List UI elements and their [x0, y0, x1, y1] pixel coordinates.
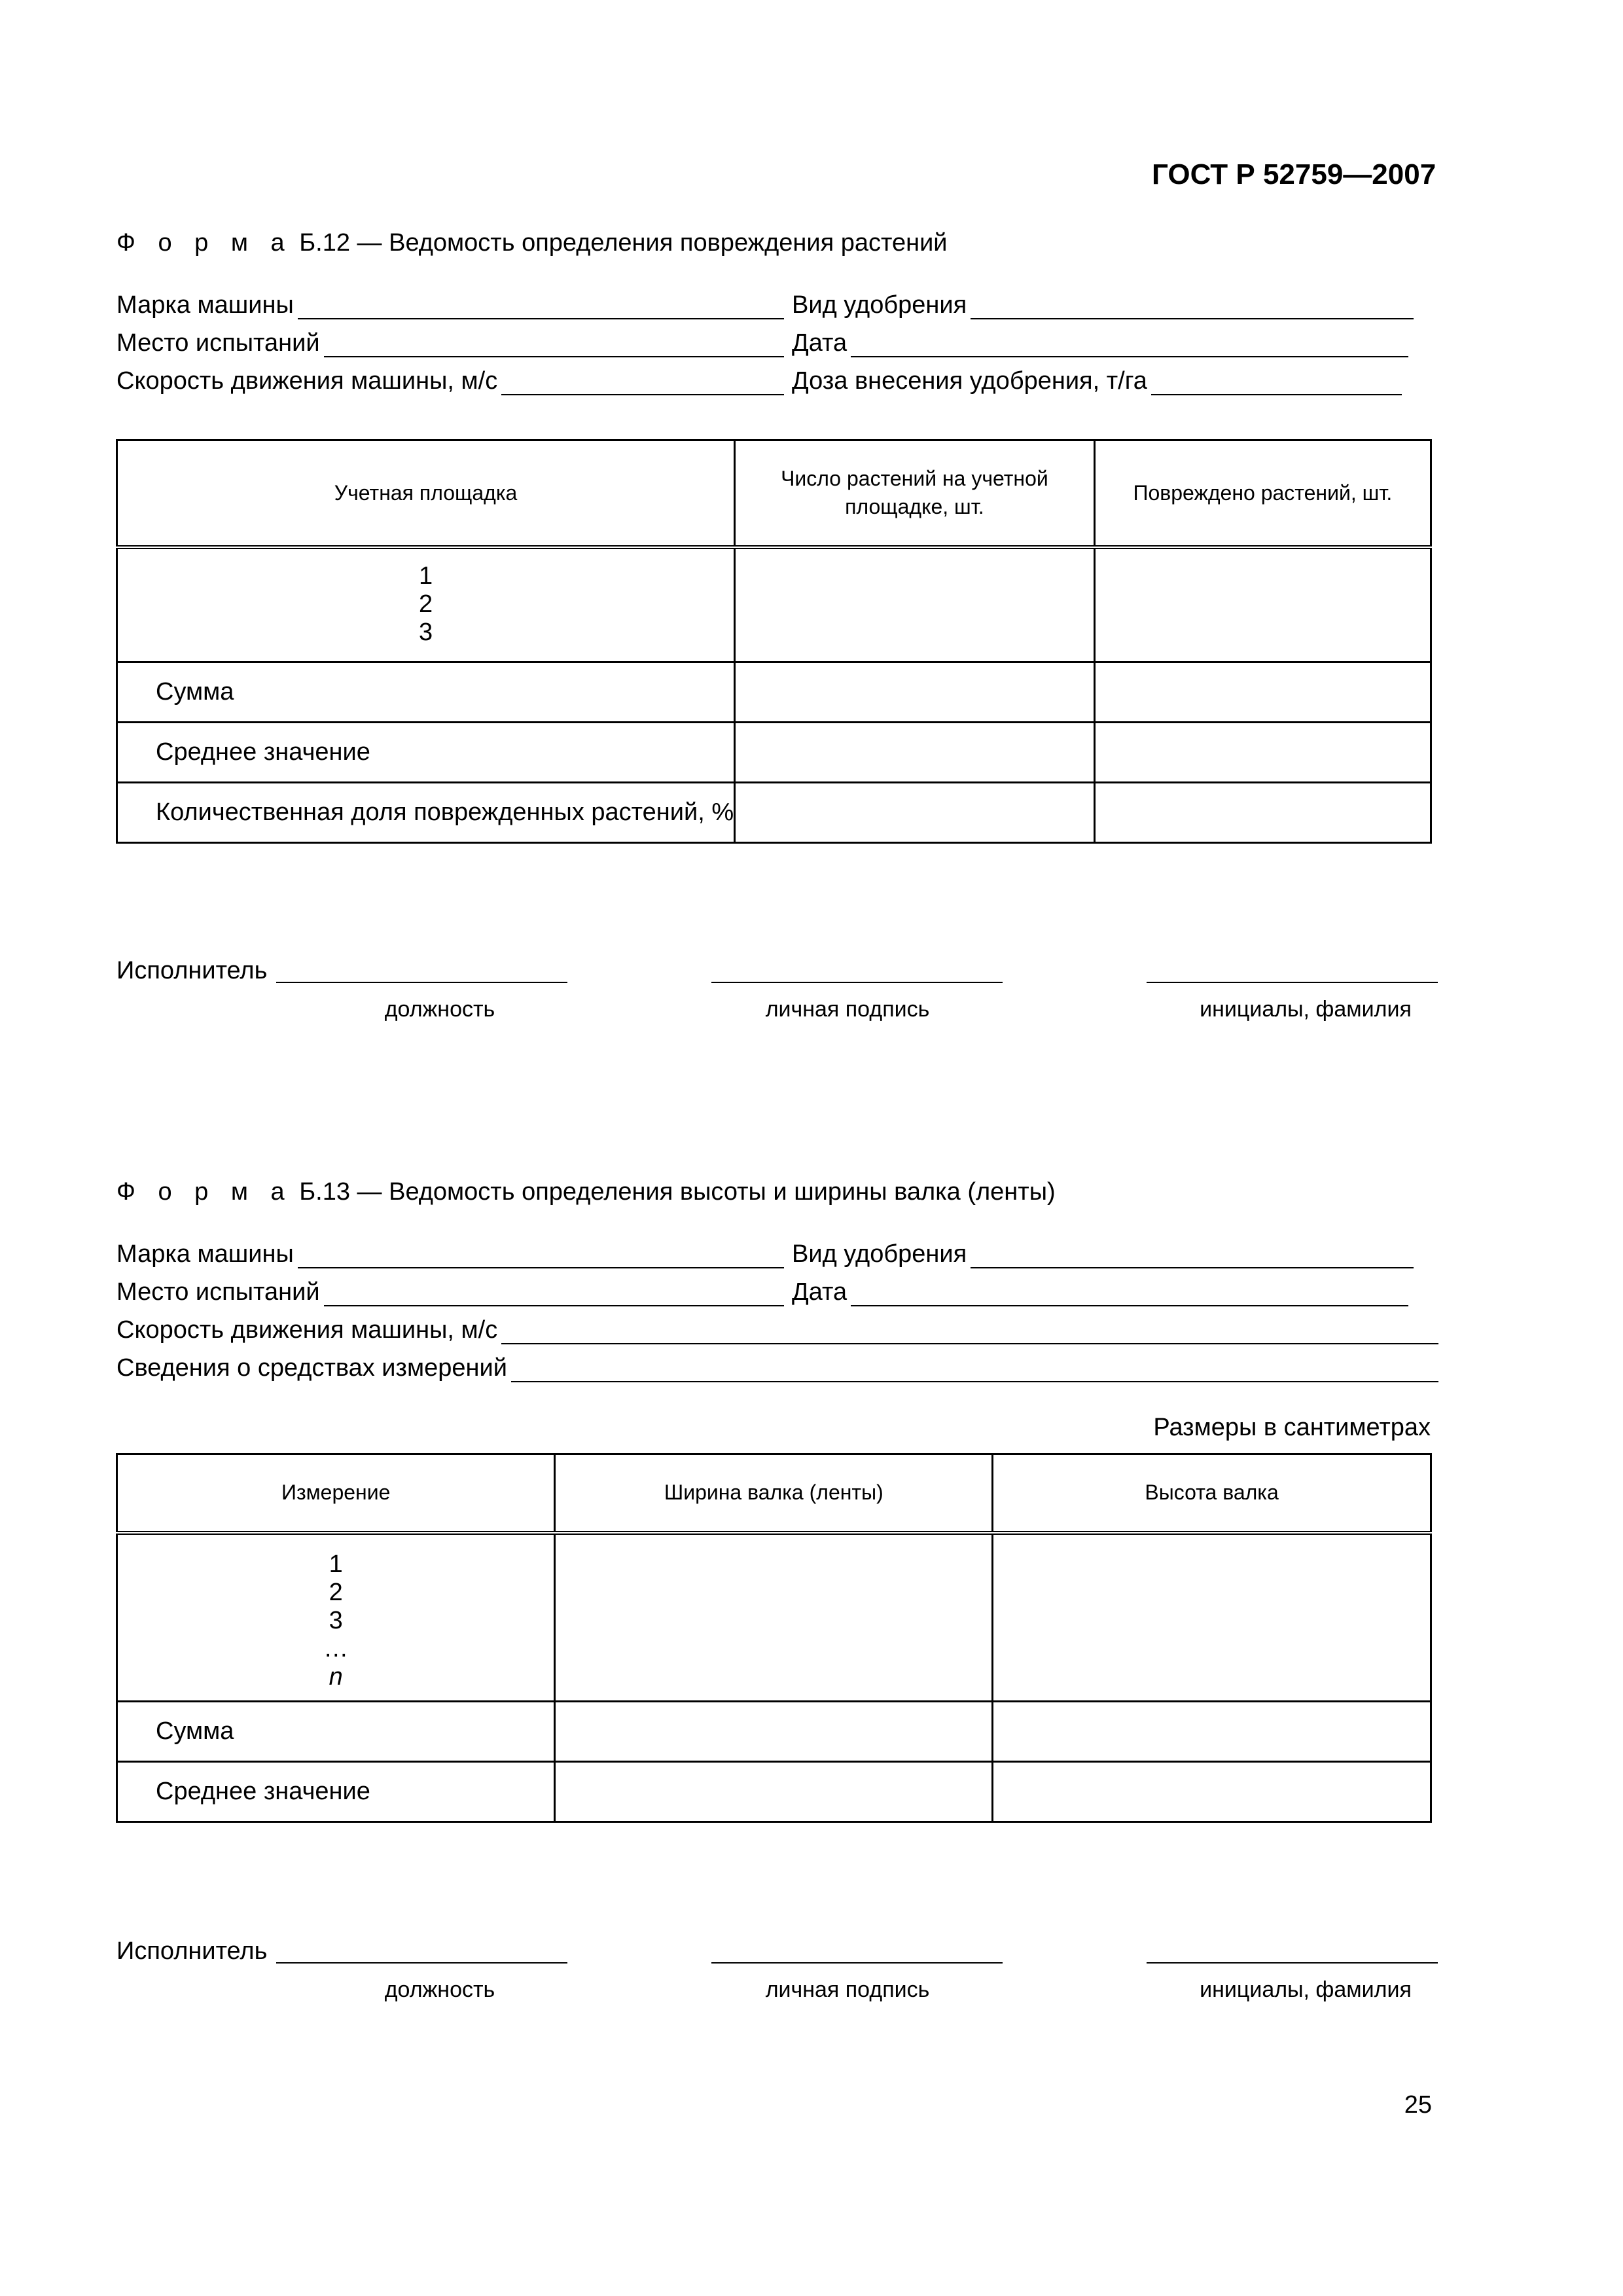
input-cell[interactable]: [993, 1762, 1431, 1822]
caption-name: инициалы, фамилия: [1200, 997, 1412, 1022]
row-label-sum: Сумма: [117, 1702, 555, 1762]
name-line[interactable]: [1147, 982, 1438, 983]
header-measurement: Измерение: [117, 1454, 555, 1533]
form-b12-title: [116, 229, 948, 257]
table-row: [117, 662, 1431, 723]
header-damaged: Повреждено растений, шт.: [1094, 440, 1431, 547]
row-label-sum: Сумма: [117, 662, 735, 723]
fertilizer-type-field[interactable]: Вид удобрения: [792, 1240, 1414, 1268]
machine-brand-field[interactable]: Марка машины: [116, 291, 784, 319]
header-plant-count: Число растений на учетной площадке, шт.: [735, 440, 1095, 547]
name-line[interactable]: [1147, 1962, 1438, 1964]
position-line[interactable]: [276, 982, 567, 983]
form-b13-table: [116, 1453, 1432, 1823]
table-row: [117, 783, 1431, 843]
dose-field[interactable]: Доза внесения удобрения, т/га: [792, 367, 1402, 395]
caption-name: инициалы, фамилия: [1200, 1977, 1412, 2002]
caption-signature: личная подпись: [765, 1977, 930, 2002]
input-cell[interactable]: [555, 1533, 993, 1702]
table-row: [117, 1702, 1431, 1762]
test-site-field[interactable]: Место испытаний: [116, 1278, 784, 1306]
machine-brand-field[interactable]: Марка машины: [116, 1240, 784, 1268]
form-b13-title-text: Б.13 — Ведомость определения высоты и ширины валка (ленты): [299, 1178, 1056, 1206]
form-b13-title: [116, 1178, 1056, 1206]
row-label-mean: Среднее значение: [117, 1762, 555, 1822]
table-row: [117, 547, 1431, 662]
speed-field[interactable]: Скорость движения машины, м/с: [116, 367, 784, 395]
caption-position: должность: [384, 997, 495, 1022]
input-cell[interactable]: [1094, 662, 1431, 723]
input-cell[interactable]: [1094, 783, 1431, 843]
input-cell[interactable]: [993, 1533, 1431, 1702]
row-label-mean: Среднее значение: [117, 723, 735, 783]
signature-line[interactable]: [711, 1962, 1003, 1964]
signature-line[interactable]: [711, 982, 1003, 983]
speed-field[interactable]: Скорость движения машины, м/с: [116, 1316, 1438, 1344]
document-code: ГОСТ Р 52759—2007: [1152, 158, 1436, 190]
header-swath-height: Высота валка: [993, 1454, 1431, 1533]
plot-numbers-cell: 1 2 3: [117, 547, 735, 662]
executor-label: Исполнитель: [116, 1937, 268, 1965]
row-label-damaged-share: Количественная доля поврежденных растений, %: [117, 783, 735, 843]
date-field[interactable]: Дата: [792, 1278, 1408, 1306]
caption-position: должность: [384, 1977, 495, 2002]
table-row: [117, 1533, 1431, 1702]
date-field[interactable]: Дата: [792, 329, 1408, 357]
caption-signature: личная подпись: [765, 997, 930, 1022]
instruments-field[interactable]: Сведения о средствах измерений: [116, 1354, 1438, 1382]
form-b12-title-text: Б.12 — Ведомость определения повреждения растений: [299, 229, 948, 257]
input-cell[interactable]: [555, 1702, 993, 1762]
header-plot: Учетная площадка: [117, 440, 735, 547]
input-cell[interactable]: [735, 783, 1095, 843]
header-swath-width: Ширина валка (ленты): [555, 1454, 993, 1533]
form-b12-prefix: Ф о р м а: [116, 229, 293, 257]
executor-label: Исполнитель: [116, 957, 268, 984]
input-cell[interactable]: [555, 1762, 993, 1822]
input-cell[interactable]: [1094, 547, 1431, 662]
table-row: [117, 723, 1431, 783]
fertilizer-type-field[interactable]: Вид удобрения: [792, 291, 1414, 319]
form-b13-prefix: Ф о р м а: [116, 1178, 293, 1206]
units-note: Размеры в сантиметрах: [1153, 1414, 1431, 1441]
position-line[interactable]: [276, 1962, 567, 1964]
form-b12-table: [116, 439, 1432, 844]
table-row: [117, 1762, 1431, 1822]
input-cell[interactable]: [735, 547, 1095, 662]
measurement-numbers-cell: 1 2 3 … n: [117, 1533, 555, 1702]
test-site-field[interactable]: Место испытаний: [116, 329, 784, 357]
input-cell[interactable]: [735, 723, 1095, 783]
input-cell[interactable]: [735, 662, 1095, 723]
page-number: 25: [1404, 2091, 1432, 2119]
input-cell[interactable]: [1094, 723, 1431, 783]
input-cell[interactable]: [993, 1702, 1431, 1762]
